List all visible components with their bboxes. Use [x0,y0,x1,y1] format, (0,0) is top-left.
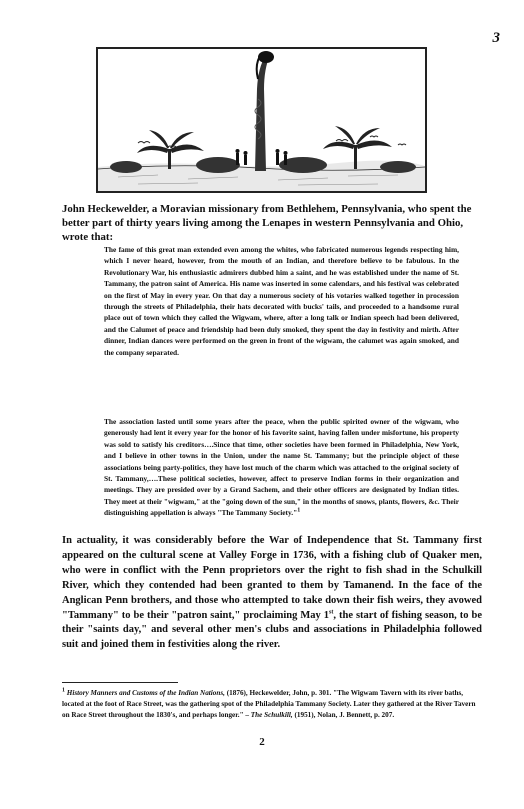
intro-paragraph: John Heckewelder, a Moravian missionary from Bethlehem, Pennsylvania, who spent the better part of thirty years living among the Lenapes in western Pennsylvania and Ohio, wrote that: [62,203,472,243]
footnote-text-1: (1876), Heckewelder, John, p. 301. "The Wigwam Tavern with its river baths, located at the foot of Race Street, was the gathering spot of the Philadelphia Tammany Society. Later they gathered at the River Tavern on Race Street throughout the 1830's, and perhaps longer." – [62,689,476,719]
liberty-pole-illustration [96,47,427,193]
footnote-source: The Schulkill, [250,711,293,719]
footnote-mark: 1 [62,687,65,694]
footnote-text-2: (1951), Nolan, J. Bennett, p. 207. [292,711,395,719]
engraving-image [98,49,425,191]
block-quote-2-text: The association lasted until some years after the peace, when the public spirited owner of the wigwam, who generously had lent it every year for the honor of his favorite saint, having fallen under misfortune, his property was sold to satisfy his creditors….Since that time, other societies have been formed in Philadelphia, New York, and I believe in other towns in the Union, under the name St. Tammany; but the principle object of these associations being party-politics, they have lost much of the charm which was attached to the original society of St. Tammany,….These political societies, however, affect to preserve Indian forms in their organization and meetings. They are presided over by a Grand Sachem, and their other officers are designated by Indian titles. They meet at their "wigwam," at the "going down of the sun," in the months of snows, plants, flowers, &c. Their distinguishing appellation is always "The Tammany Society." [104,417,459,518]
block-quote-1: The fame of this great man extended even among the whites, who fabricated numerous legends respecting him, which I never heard, however, from the mouth of an Indian, and therefore believe to be fabulous. In the Revolutionary War, his enthusiastic admirers dubbed him a saint, and he was established under the name of St. Tammany, the patron saint of America. His name was inserted in some calendars, and his festival was celebrated on the first of May in every year. On that day a numerous society of his votaries walked together in procession through the streets of Philadelphia, their hats decorated with bucks' tails, and proceeded to a handsome rural place out of town which they called the Wigwam, where, after a long talk or Indian speech had been delivered, and the Calumet of peace and friendship had been duly smoked, they spent the day in festivity and mirth. After dinner, Indian dances were performed on the green in front of the wigwam, the calumet was again smoked, and the company separated. [104,245,459,357]
body-paragraph [62,534,482,653]
footnote-divider [62,682,178,683]
footnote-reference: 1 [297,507,301,514]
page-number: 2 [259,736,265,748]
corner-page-number: 3 [492,30,500,46]
body-text-part-2: , the start of fishing season, to be their "saints day," and several other men's clubs and associations in Philadelphia followed suit and joined them in festivities along the river. [62,609,483,651]
footnote-title: History Manners and Customs of the Indian Nations, [66,689,225,697]
body-text-part-1: In actuality, it was considerably before the War of Independence that St. Tammany first appeared on the cultural scene at Valley Forge in 1736, with a fishing club of Quaker men, who were in conflict with the Penn proprietors over the right to fish shad in the Schulkill River, which they contended had been granted to them by Tamanend. In the face of the Anglican Penn brothers, and those who attempted to take down their fish weirs, they avowed "Tammany" to be their "patron saint," proclaiming May 1 [62,535,482,621]
footnote [62,688,482,721]
block-quote-2 [104,416,459,519]
ordinal-suffix: st [329,609,334,616]
